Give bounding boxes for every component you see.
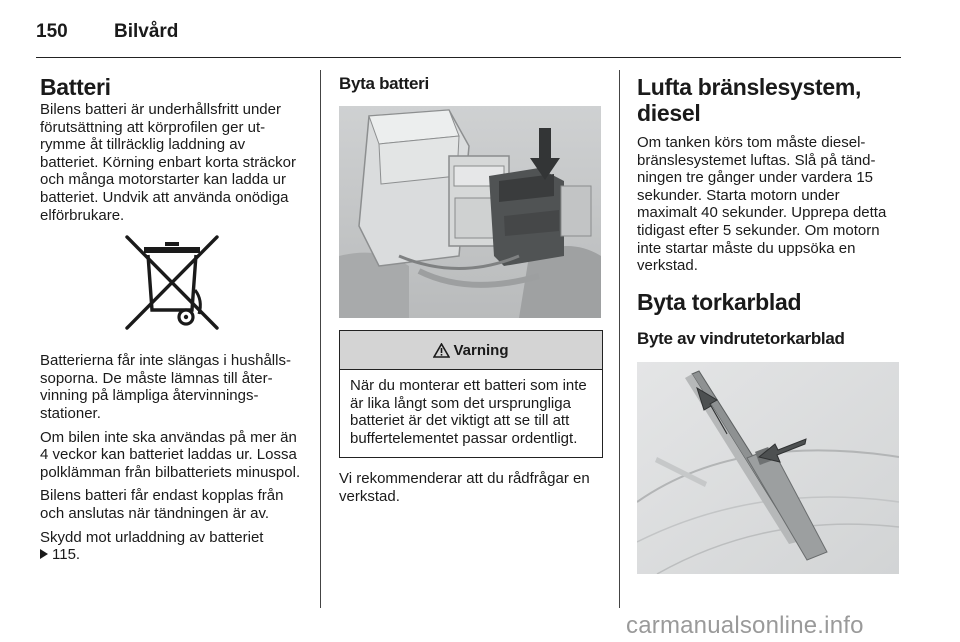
battery-disconnect-text: Bilens batteri får endast kopplas från och anslutas när tändningen är av. xyxy=(40,487,284,522)
recycle-symbol-figure xyxy=(40,230,304,342)
triangle-reference-icon[interactable] xyxy=(40,549,48,559)
wiper-illustration xyxy=(637,362,899,574)
section-title-replace-battery: Byta batteri xyxy=(339,74,429,93)
column-battery xyxy=(40,74,304,564)
column-divider-2 xyxy=(619,70,620,608)
warning-text: När du monterar ett batteri som inte är lika långt som det ursprungliga batteriet är det viktigt att se till att buffertelementet passar ordentligt. xyxy=(350,377,587,447)
battery-storage-text: Om bilen inte ska användas på mer än 4 veckor kan batteriet laddas ur. Lossa polklämman från bilbatteriets minuspol. xyxy=(40,428,301,481)
workshop-advice-text: Vi rekommenderar att du rådfrågar en verkstad. xyxy=(339,470,590,505)
battery-illustration xyxy=(339,106,601,318)
discharge-protection-label: Skydd mot urladdning av batteriet xyxy=(40,528,264,546)
bleed-fuel-text: Om tanken körs tom måste dieselbränslesystemet luftas. Slå på tändningen tre gånger under vardera 15 sekunder. Starta motorn under maximalt 40 sekunder. Upprepa detta tidigast efter 5 sekunder. Om motorn inte startar måste du uppsöka en verkstad. xyxy=(637,134,887,275)
page-header xyxy=(36,20,178,44)
battery-engine-bay-photo xyxy=(339,106,601,318)
crossed-out-wheelie-bin-icon xyxy=(117,230,227,338)
section-title-wiper: Byta torkarblad xyxy=(637,288,802,315)
warning-header xyxy=(340,331,602,370)
section-title-battery: Batteri xyxy=(40,74,111,100)
column-fuel-wiper xyxy=(637,74,903,574)
watermark: carmanualsonline.info xyxy=(626,612,864,639)
section-title-bleed-fuel: Lufta bränslesystem, diesel xyxy=(637,74,862,126)
page-reference[interactable]: 115. xyxy=(52,546,81,564)
wiper-blade-photo xyxy=(637,362,899,574)
discharge-protection-text xyxy=(40,529,304,564)
battery-intro: Bilens batteri är underhållsfritt under förutsättning att körprofilen ger utrymme åt tillräcklig laddning av batteriet. Körning enbart korta sträckor och många motorstarter kan ladda ur batteriet. Undvik att använda onödiga elförbrukare. xyxy=(40,101,296,224)
subsection-windscreen-wiper: Byte av vindrutetorkarblad xyxy=(637,328,845,348)
warning-title: Varning xyxy=(453,341,509,359)
header-rule xyxy=(36,57,901,58)
warning-triangle-icon xyxy=(433,343,450,358)
chapter-title: Bilvård xyxy=(114,21,179,42)
column-divider-1 xyxy=(320,70,321,608)
page-number: 150 xyxy=(36,21,68,42)
column-replace-battery xyxy=(339,74,603,506)
battery-disposal-text: Batterierna får inte slängas i hushållssoporna. De måste lämnas till återvinning på lämpliga återvinningsstationer. xyxy=(40,352,291,422)
warning-box xyxy=(339,330,603,458)
